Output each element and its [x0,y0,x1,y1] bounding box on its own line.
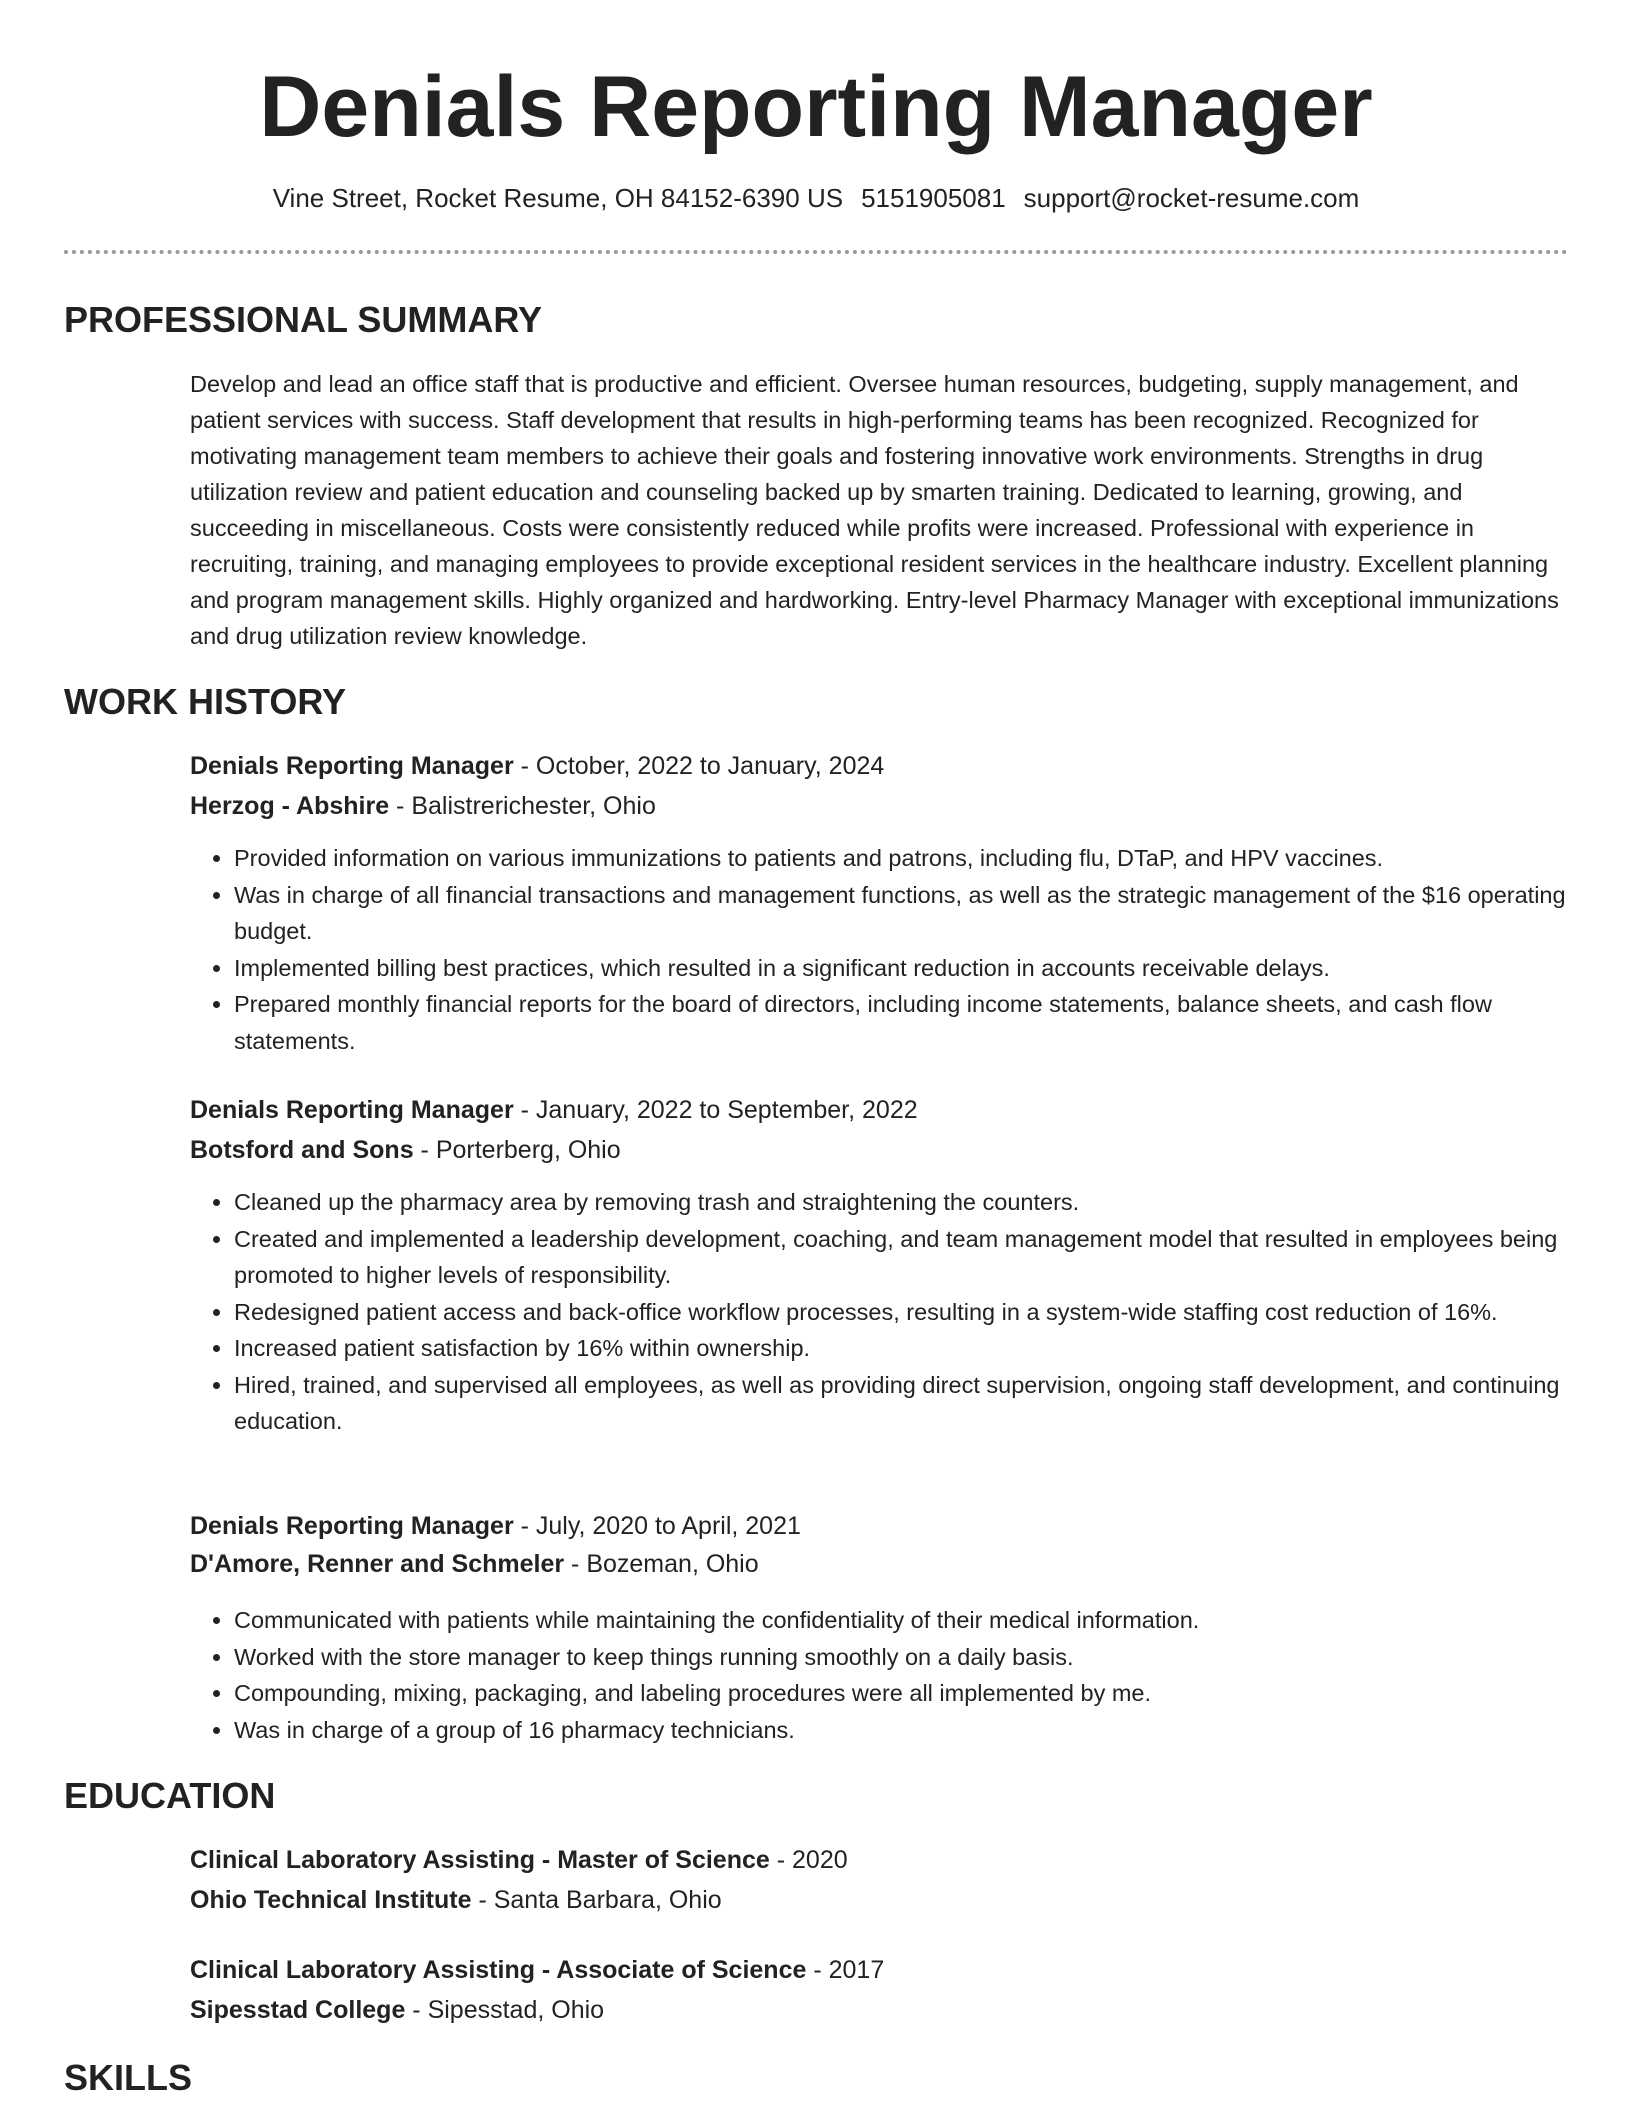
list-item: • Was in charge of a group of 16 pharmacy technicians. [234,1712,1609,1749]
contact-address: Vine Street, Rocket Resume, OH 84152-6390 US [272,183,844,213]
list-item: • Redesigned patient access and back-office workflow processes, resulting in a system-wide staffing cost reduction of 16%. [234,1294,1609,1331]
job-3-location: - Bozeman, Ohio [564,1550,759,1578]
job-1-company: Herzog - Abshire [190,792,390,820]
section-title-summary: PROFESSIONAL SUMMARY [64,299,543,340]
education-1-school-line [190,1882,1565,1918]
job-3-dates: - July, 2020 to April, 2021 [513,1512,801,1540]
list-item: • Hired, trained, and supervised all employees, as well as providing direct supervision, ongoing staff development, and continuing education. [234,1367,1609,1440]
list-item: • Provided information on various immunizations to patients and patrons, including flu, DTaP, and HPV vaccines. [234,840,1609,877]
list-item: • Compounding, mixing, packaging, and labeling procedures were all implemented by me. [234,1675,1609,1712]
job-2-dates: - January, 2022 to September, 2022 [513,1096,918,1124]
job-1-bullets [190,840,1609,1059]
contact-phone: 5151905081 [861,183,1006,213]
list-item: • Increased patient satisfaction by 16% within ownership. [234,1330,1609,1367]
job-2-company-line [190,1132,1565,1168]
section-title-education: EDUCATION [64,1775,276,1816]
job-1-company-line [190,788,1565,824]
job-2-location: - Porterberg, Ohio [413,1136,621,1164]
education-1-location: - Santa Barbara, Ohio [471,1886,722,1914]
education-2-school-line [190,1992,1565,2028]
education-1-degree: Clinical Laboratory Assisting - Master of Science [190,1846,770,1874]
job-2-title-line [190,1092,1565,1128]
section-title-skills: SKILLS [64,2057,193,2098]
education-1-year: - 2020 [769,1846,848,1874]
job-2-bullets [190,1184,1609,1440]
education-2-year: - 2017 [806,1956,885,1984]
job-3-company-line [190,1546,1565,1582]
list-item: • Implemented billing best practices, which resulted in a significant reduction in accounts receivable delays. [234,950,1609,987]
education-1-degree-line [190,1842,1565,1878]
education-2-degree: Clinical Laboratory Assisting - Associate of Science [190,1956,807,1984]
section-title-work-history: WORK HISTORY [64,681,347,722]
summary-text: Develop and lead an office staff that is productive and efficient. Oversee human resources, budgeting, supply management, and patient services with success. Staff development that results in high-performing teams has been recognized. Recognized for motivating management team members to achieve their goals and fostering innovative work environments. Strengths in drug utilization review and patient education and counseling backed up by smarten training. Dedicated to learning, growing, and succeeding in miscellaneous. Costs were consistently reduced while profits were increased. Professional with experience in recruiting, training, and managing employees to provide exceptional resident services in the healthcare industry. Excellent planning and program management skills. Highly organized and hardworking. Entry-level Pharmacy Manager with exceptional immunizations and drug utilization review knowledge. [190,371,1559,649]
header-divider [64,250,1568,254]
job-3-title-line [190,1508,1565,1544]
list-item: • Worked with the store manager to keep things running smoothly on a daily basis. [234,1639,1609,1676]
education-2-degree-line [190,1952,1565,1988]
list-item: • Prepared monthly financial reports for the board of directors, including income statements, balance sheets, and cash flow statements. [234,986,1609,1059]
contact-line [0,180,1632,216]
list-item: • Was in charge of all financial transactions and management functions, as well as the strategic management of the $16 operating budget. [234,877,1609,950]
candidate-name: Denials Reporting Manager [259,59,1373,155]
education-2-school: Sipesstad College [190,1996,406,2024]
education-2-location: - Sipesstad, Ohio [405,1996,605,2024]
list-item: • Communicated with patients while maintaining the confidentiality of their medical information. [234,1602,1609,1639]
list-item: • Cleaned up the pharmacy area by removing trash and straightening the counters. [234,1184,1609,1221]
job-2-role: Denials Reporting Manager [190,1096,514,1124]
contact-email: support@rocket-resume.com [1023,183,1360,213]
job-1-role: Denials Reporting Manager [190,752,514,780]
job-1-location: - Balistrerichester, Ohio [389,792,656,820]
list-item: • Created and implemented a leadership development, coaching, and team management model that resulted in employees being promoted to higher levels of responsibility. [234,1221,1609,1294]
job-3-role: Denials Reporting Manager [190,1512,514,1540]
job-1-dates: - October, 2022 to January, 2024 [513,752,885,780]
education-1-school: Ohio Technical Institute [190,1886,472,1914]
job-2-company: Botsford and Sons [190,1136,414,1164]
job-3-company: D'Amore, Renner and Schmeler [190,1550,565,1578]
job-3-bullets [190,1602,1609,1748]
job-1-title-line [190,748,1565,784]
